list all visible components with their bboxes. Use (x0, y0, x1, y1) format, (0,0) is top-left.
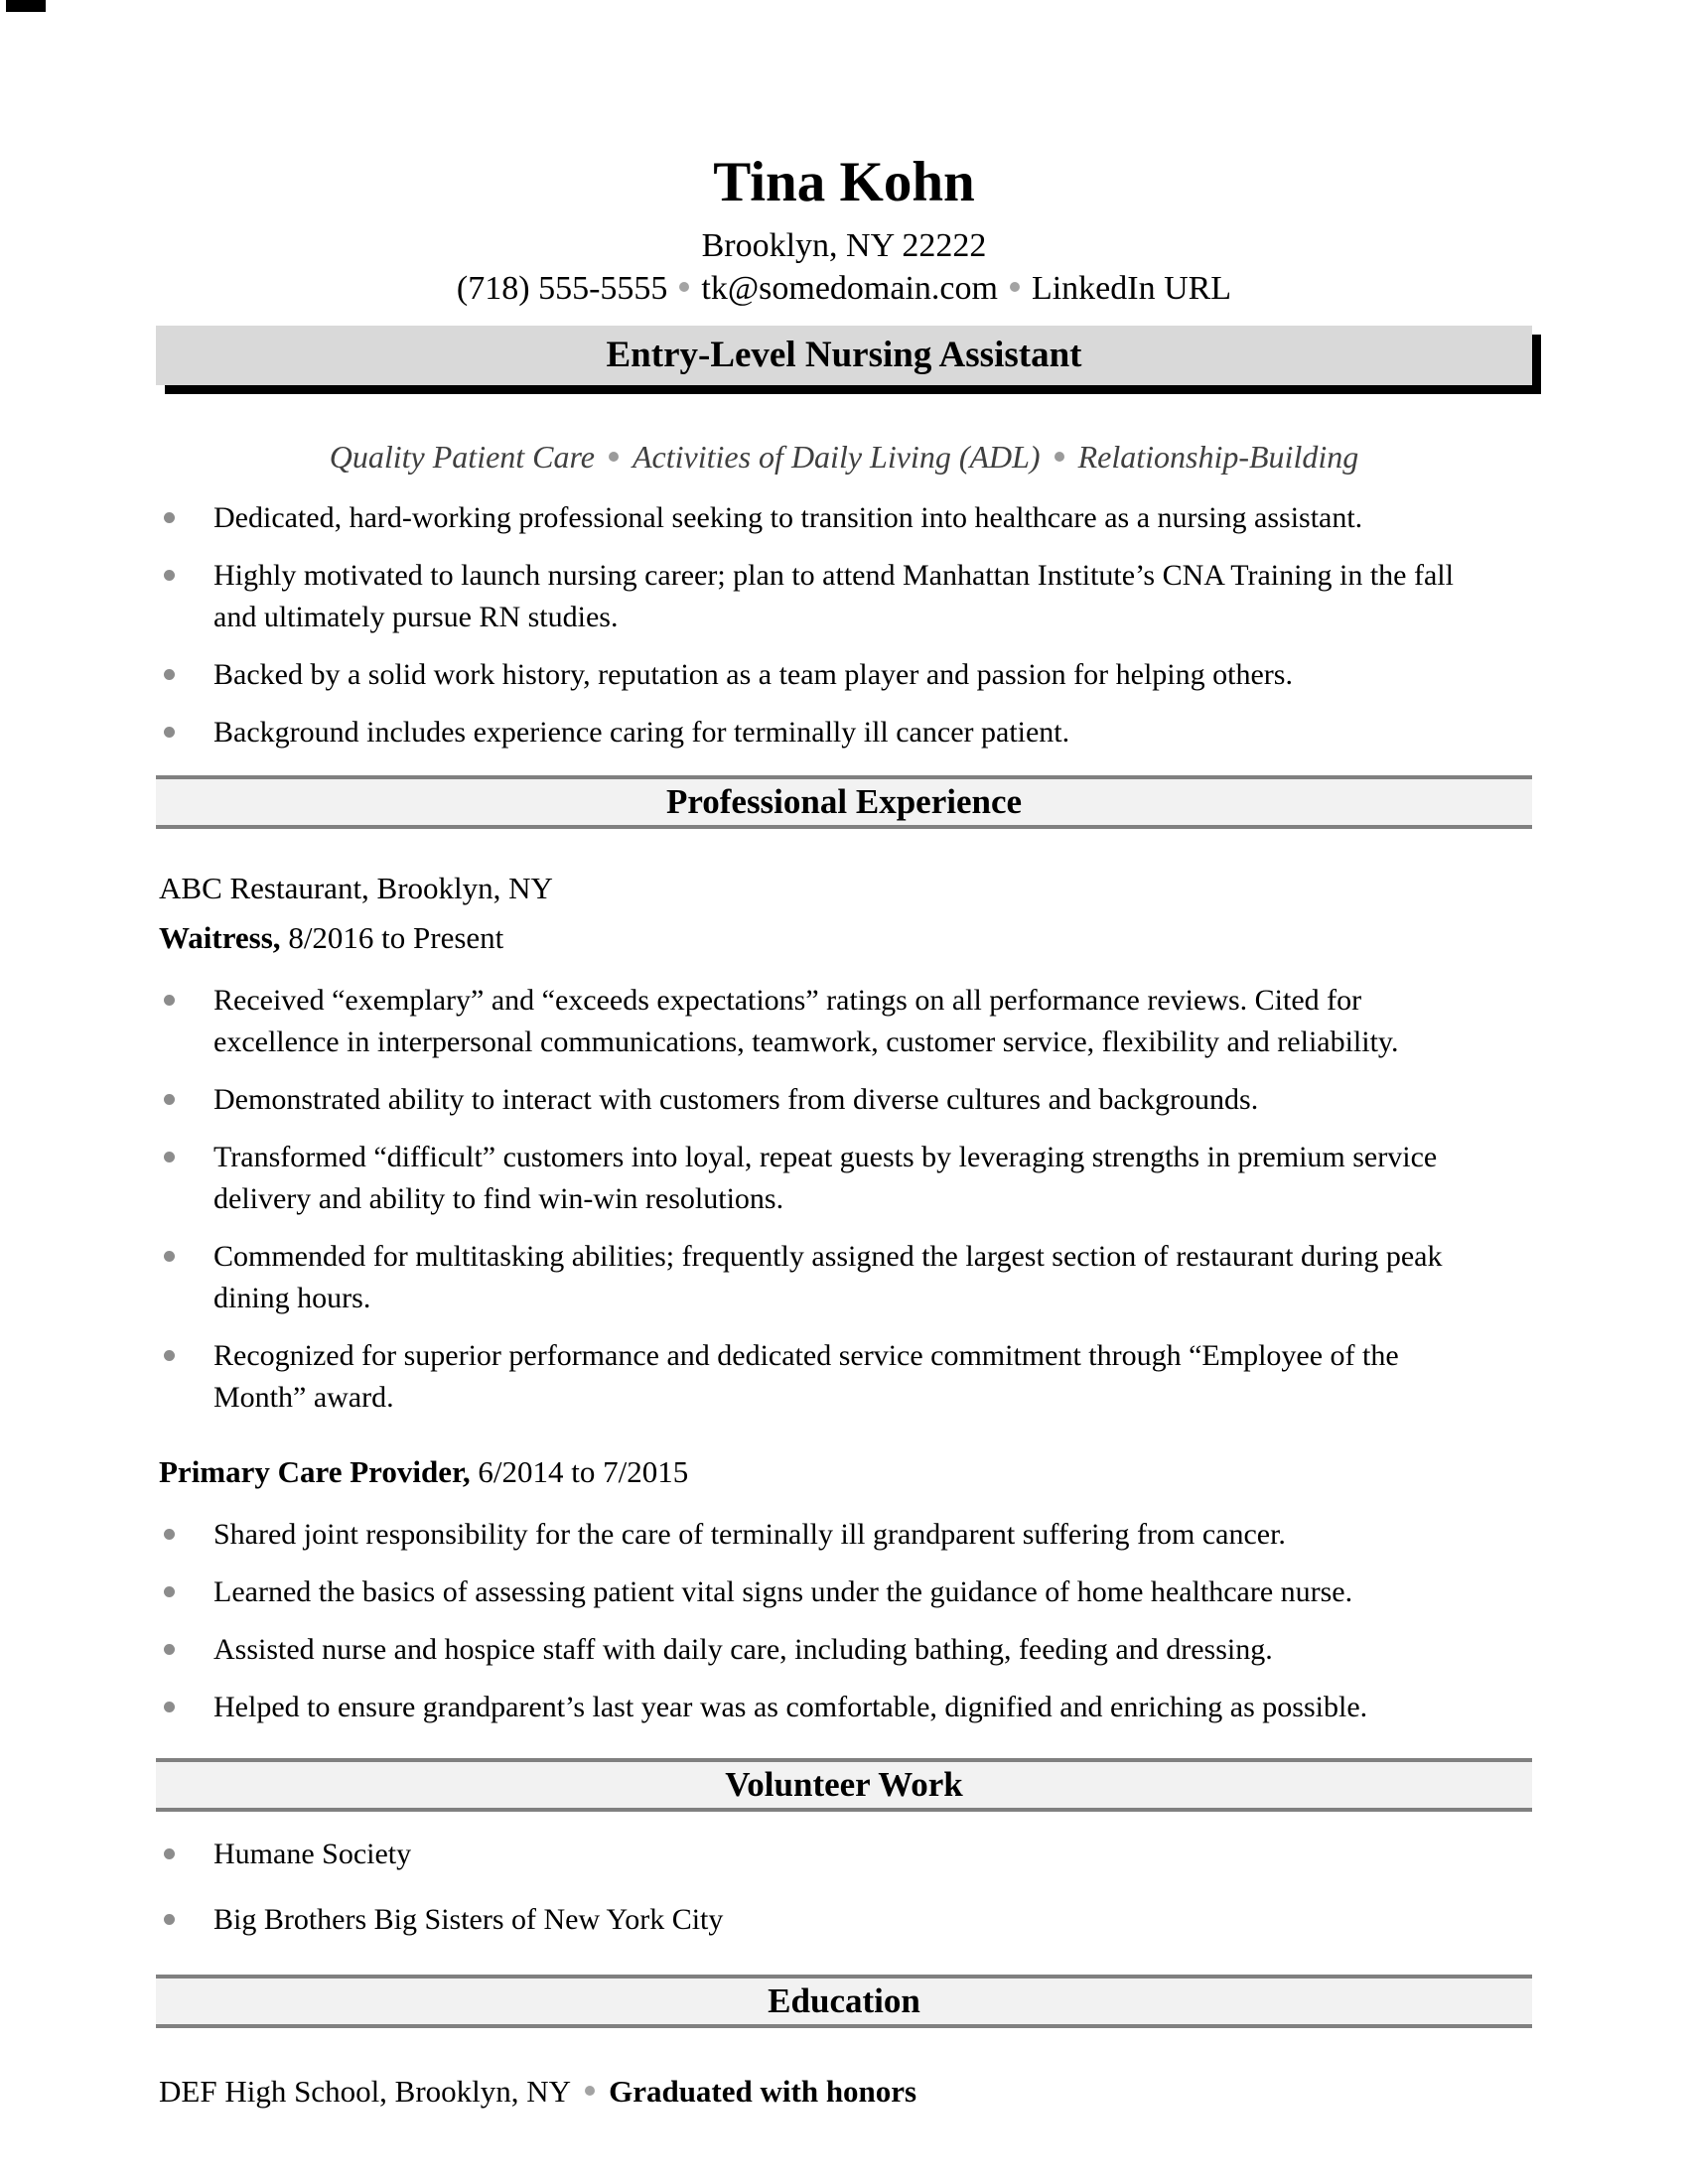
summary-bullet-list (0, 497, 1688, 753)
education-line (159, 2072, 1688, 2112)
email-text: tk@somedomain.com (701, 270, 998, 307)
skill-item: Relationship-Building (1077, 439, 1359, 475)
school-text: DEF High School, Brooklyn, NY (159, 2074, 572, 2109)
honors-text: Graduated with honors (609, 2074, 917, 2109)
company-line (159, 869, 1688, 908)
summary-bullet: Dedicated, hard-working professional seeking to transition into healthcare as a nursing assistant. (213, 497, 1455, 539)
summary-bullet: Backed by a solid work history, reputation as a team player and passion for helping others. (213, 654, 1455, 696)
job-bullet: Assisted nurse and hospice staff with daily care, including bathing, feeding and dressing. (213, 1629, 1455, 1671)
section-header-volunteer (156, 1758, 1532, 1812)
volunteer-bullet-list (0, 1834, 1688, 1941)
job-title-text: Waitress, (159, 920, 281, 955)
phone-text: (718) 555-5555 (456, 270, 668, 307)
job-dates-text: 8/2016 to Present (288, 920, 504, 955)
job-bullet-list (0, 1514, 1688, 1728)
skills-tagline (0, 439, 1688, 476)
section-header-label: Education (768, 1981, 920, 2020)
location-line (0, 224, 1688, 267)
volunteer-bullet: Big Brothers Big Sisters of New York City (213, 1899, 1455, 1941)
job-bullet: Transformed “difficult” customers into loyal, repeat guests by leveraging strengths in premium service delivery and ability to find win-win resolutions. (213, 1137, 1455, 1220)
job-bullet: Recognized for superior performance and dedicated service commitment through “Employee of the Month” award. (213, 1335, 1455, 1419)
section-header-education (156, 1975, 1532, 2028)
job-title-line (159, 918, 1688, 958)
section-header-label: Volunteer Work (725, 1765, 963, 1804)
job-bullet: Shared joint responsibility for the care of terminally ill grandparent suffering from cancer. (213, 1514, 1455, 1556)
company-text: ABC Restaurant, Brooklyn, NY (159, 871, 553, 905)
job-title-banner-label: Entry-Level Nursing Assistant (606, 335, 1082, 375)
scan-artifact (6, 0, 46, 12)
candidate-name: Tina Kohn (713, 151, 975, 213)
job-bullet: Commended for multitasking abilities; frequently assigned the largest section of restaurant during peak dining hours. (213, 1236, 1455, 1319)
section-header-experience (156, 775, 1532, 829)
contact-line (0, 267, 1688, 310)
job-bullet: Received “exemplary” and “exceeds expectations” ratings on all performance reviews. Cited for excellence in interpersonal communications, teamwork, customer service, flexibility and reliability. (213, 980, 1455, 1063)
job-title-banner (156, 326, 1532, 385)
job-bullet: Helped to ensure grandparent’s last year was as comfortable, dignified and enriching as possible. (213, 1687, 1455, 1728)
job-bullet: Demonstrated ability to interact with customers from diverse cultures and backgrounds. (213, 1079, 1455, 1121)
dot-separator-icon (1055, 452, 1064, 462)
skill-item: Activities of Daily Living (ADL) (632, 439, 1041, 475)
job-bullet-list (0, 980, 1688, 1419)
job-title-text: Primary Care Provider, (159, 1454, 471, 1489)
dot-separator-icon (679, 282, 689, 292)
dot-separator-icon (585, 2086, 595, 2096)
dot-separator-icon (1010, 282, 1020, 292)
job-dates-text: 6/2014 to 7/2015 (478, 1454, 689, 1489)
location-text: Brooklyn, NY 22222 (701, 227, 987, 264)
dot-separator-icon (609, 452, 619, 462)
job-title-line (159, 1452, 1688, 1492)
job-bullet: Learned the basics of assessing patient vital signs under the guidance of home healthcare nurse. (213, 1571, 1455, 1613)
section-header-label: Professional Experience (665, 782, 1023, 821)
volunteer-bullet: Humane Society (213, 1834, 1455, 1875)
summary-bullet: Highly motivated to launch nursing career; plan to attend Manhattan Institute’s CNA Training in the fall and ultimately pursue RN studies. (213, 555, 1455, 638)
summary-bullet: Background includes experience caring for terminally ill cancer patient. (213, 712, 1455, 753)
resume-header (0, 0, 1688, 310)
skill-item: Quality Patient Care (329, 439, 595, 475)
linkedin-text: LinkedIn URL (1031, 270, 1232, 307)
